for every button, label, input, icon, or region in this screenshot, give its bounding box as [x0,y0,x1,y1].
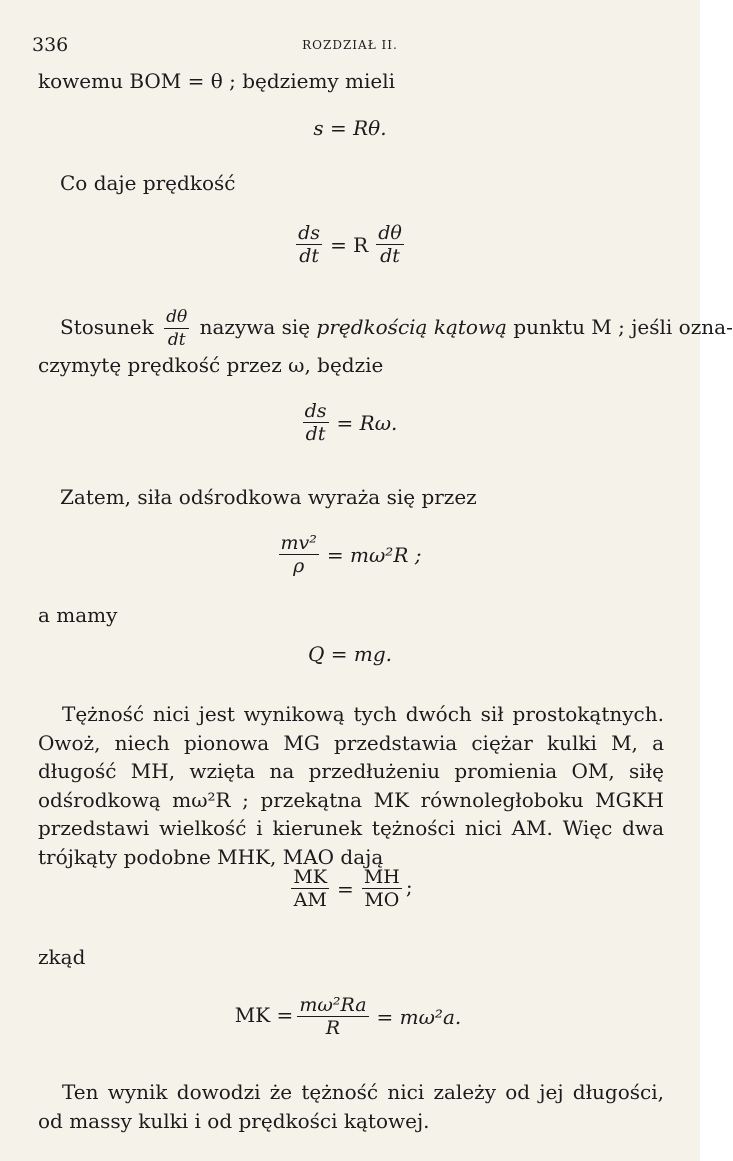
equation-centrifugal: $\frac{\text{mv²}}{\rho}$ = mω²R ; [280,532,422,577]
text-line-4: czymytę prędkość przez ω, będzie [38,353,384,377]
equation-mk-result: MK = $\frac{\text{mω²Ra}}{R}$ = mω²a. [234,994,462,1039]
text-line-6: a mamy [38,603,118,627]
page-header [30,34,670,58]
equation-ds-dt: $\frac{ds}{dt}$ = R $\frac{d\theta}{dt}$ [298,222,402,267]
equation-q-mg: Q = mg. [308,642,392,666]
text-line-2: Co daje prędkość [60,171,236,195]
text-line-5: Zatem, siła odśrodkowa wyraża się przez [60,485,477,509]
paragraph-tension: Tężność nici jest wynikową tych dwóch sił prostokątnych. Owoż, niech pionowa MG przedstawia ciężar kulki M, a długość MH, wzięta na przedłużeniu promienia OM, siłę odśrodkową mω²R ; przekątna MK równoległoboku MGKH przedstawi wielkość i kierunek tężności nici AM. Więc dwa trójkąty podobne MHK, MAO dają [38,702,664,869]
paragraph-conclusion: Ten wynik dowodzi że tężność nici zależy od jej długości, od massy kulki i od prędkości kątowej. [38,1080,664,1133]
equation-s-r-theta: s = Rθ. [313,116,387,140]
text-line-7: zkąd [38,945,86,969]
text-line-1: kowemu BOM = θ ; będziemy mieli [38,69,396,93]
text-line-3: Stosunek $\frac{d\theta}{dt}$ nazywa się prędkością kątową punktu M ; jeśli ozna- [60,307,733,350]
running-head: ROZDZIAŁ II. [302,38,398,52]
equation-ds-dt-r-omega: $\frac{ds}{dt}$ = Rω. [304,400,398,445]
page-number: 336 [32,34,69,56]
equation-similar-triangles: $\frac{MK}{AM}$ = $\frac{MH}{MO}$ ; [293,866,413,911]
